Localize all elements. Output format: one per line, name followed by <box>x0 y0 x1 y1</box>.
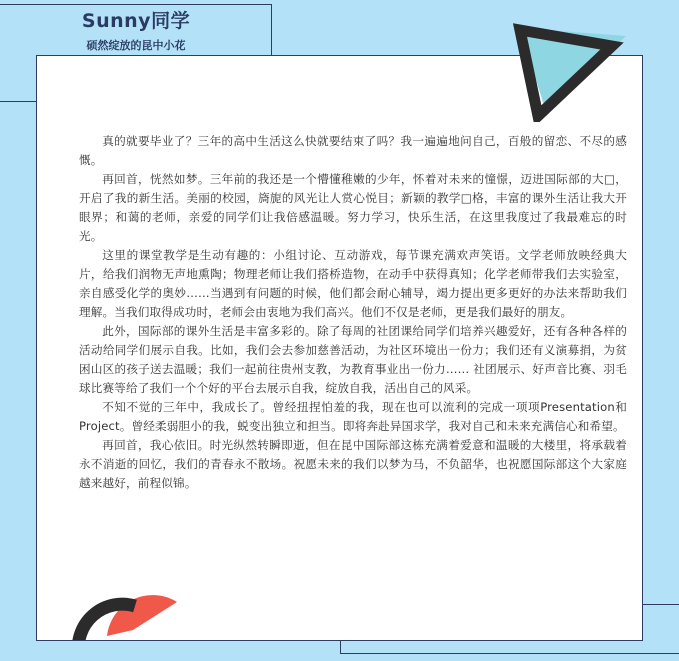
triangle-decoration-icon <box>506 16 632 122</box>
paragraph: 这里的课堂教学是生动有趣的：小组讨论、互动游戏，每节课充满欢声笑语。文学老师放映经典大片，给我们润物无声地熏陶；物理老师让我们搭桥造物，在动手中获得真知；化学老师带我们去实验室，亲自感受化学的奥妙……当遇到有问题的时候，他们都会耐心辅导，竭力提出更多更好的办法来帮助我们理解。当我们取得成功时，老师会由衷地为我们高兴。他们不仅是老师，更是我们最好的朋友。 <box>79 248 627 319</box>
paragraph: 不知不觉的三年中，我成长了。曾经扭捏怕羞的我，现在也可以流利的完成一项项Presentation和Project。曾经柔弱胆小的我，蜕变出独立和担当。即将奔赴异国求学，我对自己和未来充满信心和希望。 <box>79 400 627 433</box>
paragraph: 此外，国际部的课外生活是丰富多彩的。除了每周的社团课给同学们培养兴趣爱好，还有各种各样的活动给同学们展示自我。比如，我们会去参加慈善活动，为社区环境出一份力；我们还有义演募捐，为贫困山区的孩子送去温暖；我们一起前往贵州支教，为教育事业出一份力…… 社团展示、好声音比赛、羽毛球比赛等给了我们一个个好的平台去展示自我，绽放自我，活出自己的风采。 <box>79 324 627 395</box>
paragraph: 真的就要毕业了？三年的高中生活这么快就要结束了吗？我一遍遍地问自己，百般的留恋、不尽的感慨。 <box>79 134 627 167</box>
semicircle-decoration-icon <box>49 576 179 641</box>
paragraph: 再回首，我心依旧。时光纵然转瞬即逝，但在昆中国际部这栋充满着爱意和温暖的大楼里，将承载着永不消逝的回忆，我们的青春永不散场。祝愿未来的我们以梦为马，不负韶华，也祝愿国际部这个大家庭越来越好，前程似锦。 <box>79 438 627 490</box>
page-subtitle: 硕然绽放的昆中小花 <box>86 39 186 52</box>
article-card <box>36 55 643 641</box>
article-body <box>79 132 627 493</box>
paragraph: 再回首，恍然如梦。三年前的我还是一个懵懂稚嫩的少年，怀着对未来的憧憬，迈进国际部的大□，开启了我的新生活。美丽的校园，旖旎的风光让人赏心悦目；新颖的教学□格，丰富的课外生活让我大开眼界；和蔼的老师，亲爱的同学们让我倍感温暖。努力学习，快乐生活，在这里我度过了我最难忘的时光。 <box>79 172 627 243</box>
page-title: Sunny同学 <box>81 10 191 32</box>
